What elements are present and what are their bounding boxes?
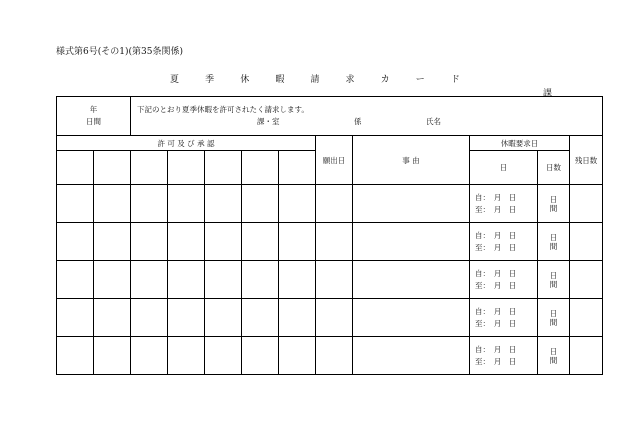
remaining-days-cell[interactable]	[570, 185, 603, 223]
approval-cell[interactable]	[131, 299, 168, 337]
approval-cell[interactable]	[94, 223, 131, 261]
approval-cell[interactable]	[279, 261, 316, 299]
approval-cell[interactable]	[205, 185, 242, 223]
approval-cell[interactable]	[94, 185, 131, 223]
day-count-cell[interactable]	[538, 185, 570, 223]
day-unit-1: 日	[549, 194, 558, 204]
submission-date-cell[interactable]	[316, 299, 353, 337]
approval-cell[interactable]	[94, 337, 131, 375]
remaining-days-cell[interactable]	[570, 223, 603, 261]
date-range-cell[interactable]	[470, 299, 538, 337]
approval-cell[interactable]	[279, 185, 316, 223]
approval-cell[interactable]	[168, 337, 205, 375]
title-char: 休	[240, 75, 250, 85]
submission-date-cell[interactable]	[316, 185, 353, 223]
approval-cell[interactable]	[94, 299, 131, 337]
from-date: 自： 月 日	[475, 192, 517, 202]
reason-cell[interactable]	[353, 223, 470, 261]
approval-stamp-cell[interactable]	[279, 151, 316, 185]
submission-date-cell[interactable]	[316, 337, 353, 375]
approval-stamp-cell[interactable]	[57, 151, 94, 185]
approval-cell[interactable]	[57, 337, 94, 375]
form-number: 様式第6号(その1)(第35条関係)	[56, 47, 183, 57]
submission-date-cell[interactable]	[316, 261, 353, 299]
remaining-days-cell[interactable]	[570, 299, 603, 337]
title-char: 請	[310, 75, 320, 85]
approval-stamp-cell[interactable]	[131, 151, 168, 185]
title-char: 求	[345, 75, 355, 85]
approval-cell[interactable]	[168, 299, 205, 337]
approval-cell[interactable]	[242, 185, 279, 223]
from-date: 自： 月 日	[475, 306, 517, 316]
table-row	[57, 185, 603, 223]
day-count-cell[interactable]	[538, 299, 570, 337]
table-row	[57, 223, 603, 261]
approval-header: 許 可 及 び 承 認	[57, 136, 316, 151]
day-unit-1: 日	[549, 346, 558, 356]
table-row	[57, 337, 603, 375]
approval-cell[interactable]	[131, 261, 168, 299]
submission-date-cell[interactable]	[316, 223, 353, 261]
approval-cell[interactable]	[205, 299, 242, 337]
remaining-days-header: 残日数	[570, 136, 603, 185]
approval-cell[interactable]	[242, 337, 279, 375]
approval-cell[interactable]	[279, 299, 316, 337]
approval-cell[interactable]	[205, 337, 242, 375]
from-date: 自： 月 日	[475, 230, 517, 240]
approval-stamp-cell[interactable]	[168, 151, 205, 185]
day-unit-2: 間	[549, 355, 558, 365]
approval-cell[interactable]	[131, 223, 168, 261]
to-date: 至： 月 日	[475, 204, 517, 214]
year-label: 年	[89, 105, 98, 114]
title-char: 季	[205, 75, 215, 85]
title-char: ー	[415, 75, 425, 85]
title-char: 夏	[170, 75, 180, 85]
day-count-cell[interactable]	[538, 261, 570, 299]
to-date: 至： 月 日	[475, 280, 517, 290]
approval-cell[interactable]	[205, 261, 242, 299]
approval-cell[interactable]	[168, 261, 205, 299]
day-unit-2: 間	[549, 241, 558, 251]
reason-cell[interactable]	[353, 261, 470, 299]
title-char: ド	[450, 75, 460, 85]
from-date: 自： 月 日	[475, 344, 517, 354]
date-range-cell[interactable]	[470, 223, 538, 261]
approval-cell[interactable]	[57, 299, 94, 337]
day-unit-2: 間	[549, 279, 558, 289]
requested-days-header: 休暇要求日	[470, 136, 570, 151]
to-date: 至： 月 日	[475, 356, 517, 366]
name-label: 氏名	[426, 117, 441, 126]
approval-cell[interactable]	[279, 223, 316, 261]
to-date: 至： 月 日	[475, 318, 517, 328]
subsection-label: 係	[354, 117, 362, 126]
day-unit-2: 間	[549, 317, 558, 327]
section-room-label: 課・室	[257, 117, 280, 126]
approval-stamp-cell[interactable]	[242, 151, 279, 185]
form-title	[170, 72, 460, 85]
title-char: 暇	[275, 75, 285, 85]
approval-stamp-cell[interactable]	[205, 151, 242, 185]
day-count-cell[interactable]	[538, 223, 570, 261]
submission-date-header: 願出日	[316, 136, 353, 185]
table-row	[57, 299, 603, 337]
day-count-cell[interactable]	[538, 337, 570, 375]
approval-cell[interactable]	[168, 223, 205, 261]
day-unit-1: 日	[549, 270, 558, 280]
day-unit-1: 日	[549, 232, 558, 242]
date-range-cell[interactable]	[470, 261, 538, 299]
table-row	[57, 261, 603, 299]
reason-header: 事 由	[353, 136, 470, 185]
approval-cell[interactable]	[242, 261, 279, 299]
approval-cell[interactable]	[94, 261, 131, 299]
day-header: 日	[470, 151, 538, 185]
approval-cell[interactable]	[57, 223, 94, 261]
to-date: 至： 月 日	[475, 242, 517, 252]
approval-cell[interactable]	[242, 223, 279, 261]
date-range-cell[interactable]	[470, 185, 538, 223]
reason-cell[interactable]	[353, 185, 470, 223]
day-unit-1: 日	[549, 308, 558, 318]
approval-cell[interactable]	[168, 185, 205, 223]
vacation-request-table	[56, 96, 603, 375]
remaining-days-cell[interactable]	[570, 337, 603, 375]
request-text: 下記のとおり夏季休暇を許可されたく請求します。	[137, 105, 309, 114]
reason-cell[interactable]	[353, 337, 470, 375]
reason-cell[interactable]	[353, 299, 470, 337]
approval-cell[interactable]	[205, 223, 242, 261]
title-char: カ	[380, 75, 390, 85]
days-label: 日間	[86, 117, 101, 126]
approval-cell[interactable]	[57, 261, 94, 299]
day-unit-2: 間	[549, 203, 558, 213]
date-range-cell[interactable]	[470, 337, 538, 375]
approval-cell[interactable]	[57, 185, 94, 223]
day-count-header: 日数	[538, 151, 570, 185]
department-label: 課	[543, 89, 553, 99]
approval-stamp-cell[interactable]	[94, 151, 131, 185]
approval-cell[interactable]	[242, 299, 279, 337]
approval-cell[interactable]	[131, 185, 168, 223]
approval-cell[interactable]	[131, 337, 168, 375]
remaining-days-cell[interactable]	[570, 261, 603, 299]
approval-cell[interactable]	[279, 337, 316, 375]
from-date: 自： 月 日	[475, 268, 517, 278]
year-days-cell[interactable]	[57, 97, 131, 136]
request-statement-cell	[131, 97, 603, 136]
